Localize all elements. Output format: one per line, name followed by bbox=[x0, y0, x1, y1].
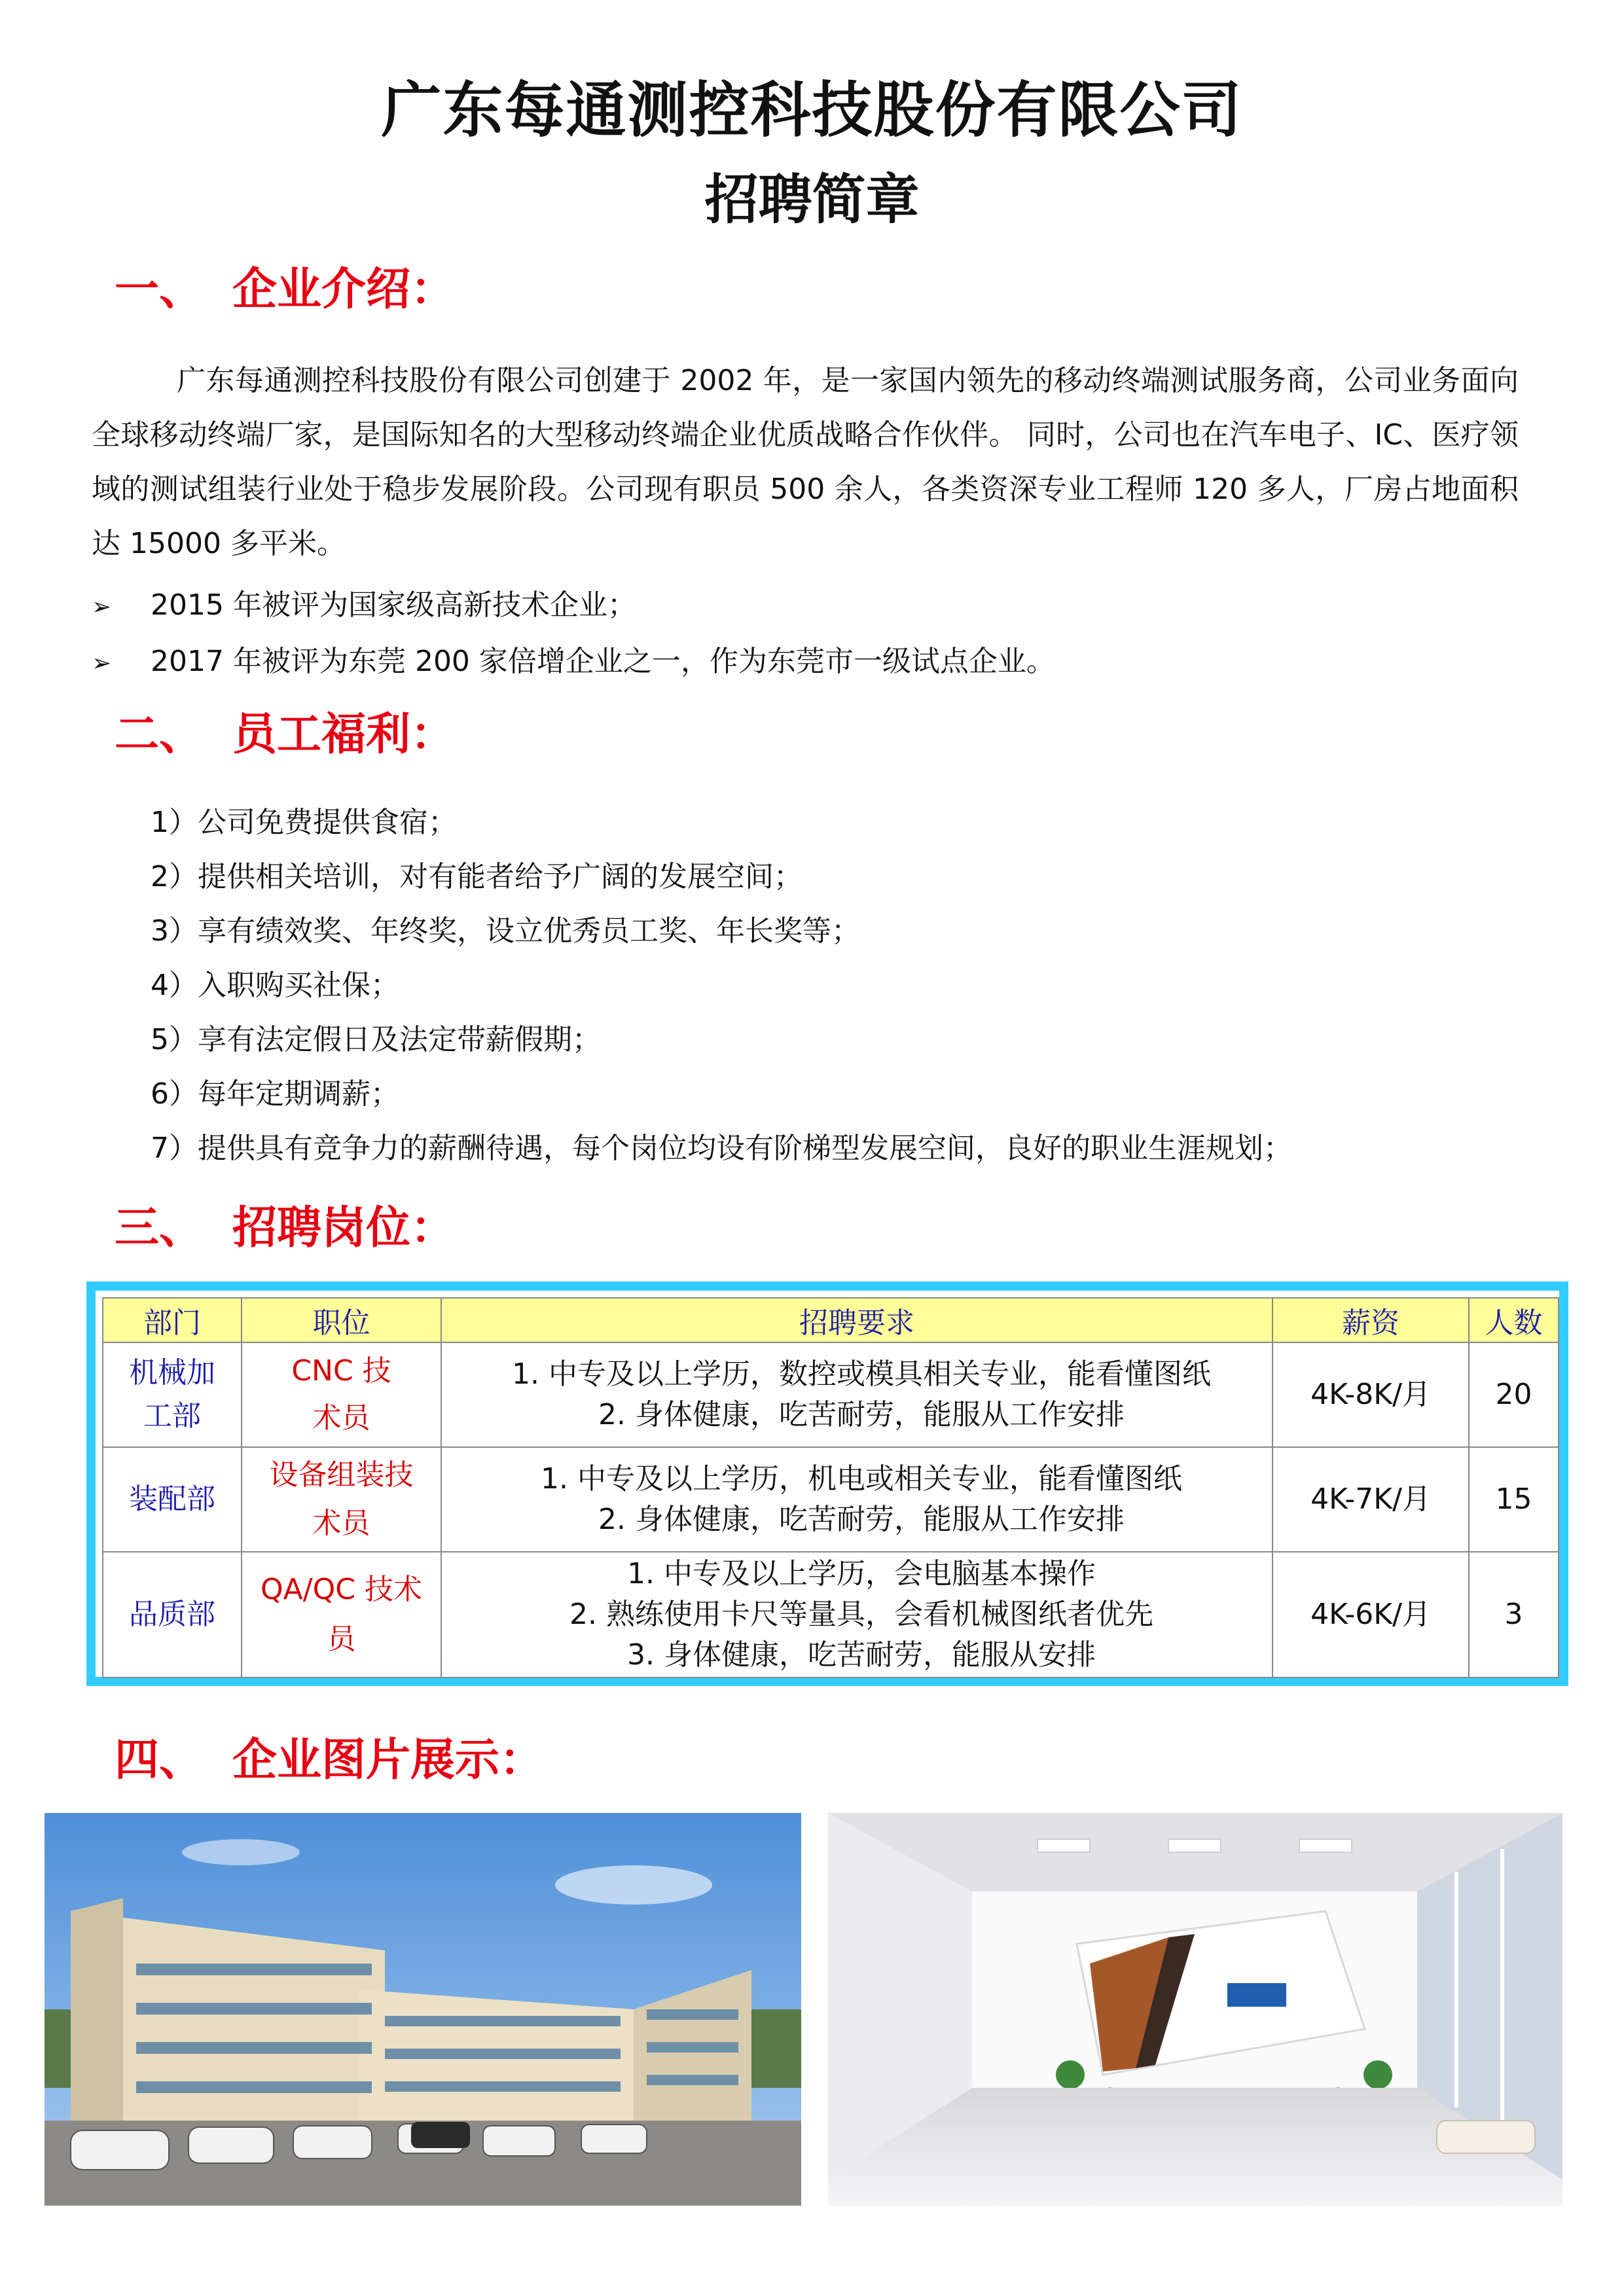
requirements-cell bbox=[441, 1342, 1272, 1447]
position-cell: CNC 技术员 bbox=[242, 1342, 441, 1447]
salary-cell: 4K-7K/月 bbox=[1272, 1447, 1469, 1552]
list-item: 1）公司免费提供食宿； bbox=[151, 806, 457, 839]
requirements-cell bbox=[441, 1552, 1272, 1677]
list-item: ➢ 2017 年被评为东莞 200 家倍增企业之一，作为东莞市一级试点企业。 bbox=[92, 634, 1055, 691]
requirement-item: 2. 身体健康，吃苦耐劳，能服从工作安排 bbox=[598, 1398, 1125, 1431]
column-header: 人数 bbox=[1469, 1298, 1559, 1342]
requirement-item: 1. 中专及以上学历，会电脑基本操作 bbox=[627, 1557, 1096, 1590]
requirement-item: 2. 熟练使用卡尺等量具，会看机械图纸者优先 bbox=[569, 1598, 1153, 1631]
benefits-list bbox=[151, 795, 1292, 1175]
intro-paragraph: 广东每通测控科技股份有限公司创建于 2002 年，是一家国内领先的移动终端测试服务商，公司业务面向全球移动终端厂家，是国际知名的大型移动终端企业优质战略合作伙伴。 同时，公司也在汽车电子、IC、医疗领域的测试组装行业处于稳步发展阶段。公司现有职员 500 余人，各类资深专业工程师 120 多人，厂房占地面积达 15000 多平米。 bbox=[92, 364, 1519, 560]
page-title: 广东每通测控科技股份有限公司 bbox=[381, 75, 1243, 145]
table-header-row bbox=[103, 1298, 1559, 1342]
list-item: 3）享有绩效奖、年终奖，设立优秀员工奖、年长奖等； bbox=[151, 914, 860, 948]
section-heading-photos bbox=[115, 1725, 544, 1788]
section-title: 企业介绍： bbox=[232, 264, 456, 315]
list-item: 2）提供相关培训，对有能者给予广阔的发展空间； bbox=[151, 860, 803, 893]
section-heading-intro bbox=[115, 254, 455, 317]
company-intro bbox=[92, 353, 1519, 571]
section-title: 招聘岗位： bbox=[232, 1202, 456, 1254]
requirement-item: 1. 中专及以上学历，数控或模具相关专业，能看懂图纸 bbox=[512, 1357, 1211, 1391]
position-cell: QA/QC 技术员 bbox=[242, 1552, 441, 1677]
section-title: 员工福利： bbox=[232, 709, 456, 761]
section-number: 三、 bbox=[115, 1202, 204, 1254]
column-header: 招聘要求 bbox=[441, 1298, 1272, 1342]
section-heading-jobs bbox=[115, 1193, 455, 1256]
section-number: 一、 bbox=[115, 264, 204, 315]
dept-cell: 装配部 bbox=[103, 1447, 242, 1552]
arrowhead-bullet-icon: ➢ bbox=[92, 650, 112, 677]
section-heading-benefits bbox=[115, 699, 455, 762]
table-row bbox=[103, 1447, 1559, 1552]
table-row bbox=[103, 1342, 1559, 1447]
factory-building-photo bbox=[45, 1813, 801, 2206]
jobs-table-frame bbox=[86, 1282, 1568, 1686]
list-item: 4）入职购买社保； bbox=[151, 969, 399, 1002]
salary-cell: 4K-8K/月 bbox=[1272, 1342, 1469, 1447]
requirement-item: 2. 身体健康，吃苦耐劳，能服从工作安排 bbox=[598, 1503, 1125, 1536]
jobs-table bbox=[102, 1297, 1559, 1678]
column-header: 部门 bbox=[103, 1298, 242, 1342]
dept-cell: 机械加工部 bbox=[103, 1342, 242, 1447]
list-item: 6）每年定期调薪； bbox=[151, 1077, 399, 1111]
requirements-cell bbox=[441, 1447, 1272, 1552]
requirement-item: 3. 身体健康，吃苦耐劳，能服从安排 bbox=[627, 1638, 1096, 1672]
list-item: ➢ 2015 年被评为国家级高新技术企业； bbox=[92, 578, 1055, 634]
requirement-item: 1. 中专及以上学历，机电或相关专业，能看懂图纸 bbox=[541, 1462, 1182, 1496]
honor-list bbox=[92, 578, 1055, 691]
arrowhead-bullet-icon: ➢ bbox=[92, 594, 112, 620]
list-item: 5）享有法定假日及法定带薪假期； bbox=[151, 1023, 601, 1056]
list-item: 7）提供具有竞争力的薪酬待遇，每个岗位均设有阶梯型发展空间，良好的职业生涯规划； bbox=[151, 1132, 1292, 1165]
position-cell: 设备组装技术员 bbox=[242, 1447, 441, 1552]
count-cell: 3 bbox=[1469, 1552, 1559, 1677]
table-row bbox=[103, 1552, 1559, 1677]
count-cell: 15 bbox=[1469, 1447, 1559, 1552]
section-title: 企业图片展示： bbox=[232, 1734, 545, 1786]
count-cell: 20 bbox=[1469, 1342, 1559, 1447]
dept-cell: 品质部 bbox=[103, 1552, 242, 1677]
section-number: 二、 bbox=[115, 709, 204, 761]
salary-cell: 4K-6K/月 bbox=[1272, 1552, 1469, 1677]
column-header: 职位 bbox=[242, 1298, 441, 1342]
page-subtitle: 招聘简章 bbox=[704, 169, 920, 231]
section-number: 四、 bbox=[115, 1734, 204, 1786]
column-header: 薪资 bbox=[1272, 1298, 1469, 1342]
office-lobby-photo bbox=[828, 1813, 1562, 2206]
